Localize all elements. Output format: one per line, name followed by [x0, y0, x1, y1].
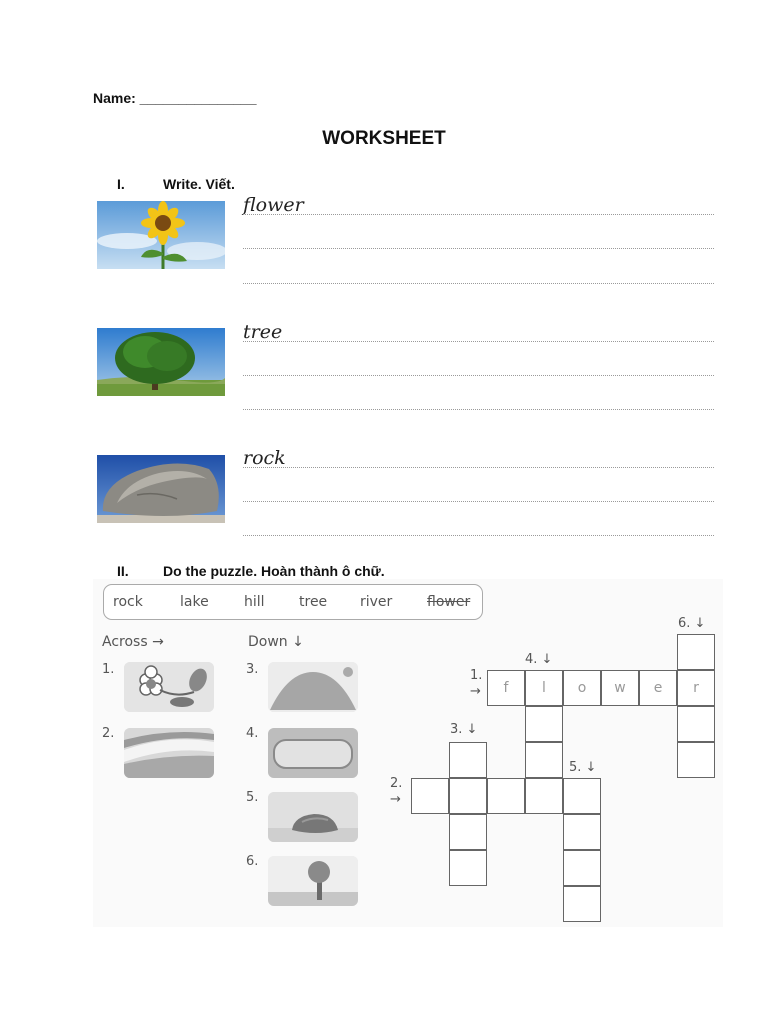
crossword-cell[interactable]: e — [639, 670, 677, 706]
write-line[interactable] — [243, 501, 714, 502]
crossword-cell[interactable] — [563, 886, 601, 922]
grid-label-6: 6. ↓ — [678, 616, 706, 631]
crossword-cell[interactable] — [449, 814, 487, 850]
word-bank-item: tree — [299, 594, 328, 610]
down-heading: Down ↓ — [248, 634, 304, 650]
write-line[interactable] — [243, 283, 714, 284]
write-word-1: flower — [243, 194, 304, 216]
crossword-cell[interactable] — [449, 850, 487, 886]
crossword-cell[interactable]: o — [563, 670, 601, 706]
crossword-cell[interactable] — [525, 742, 563, 778]
word-bank — [103, 584, 483, 620]
crossword-cell[interactable]: r — [677, 670, 715, 706]
grid-label-1: 1. — [470, 668, 483, 683]
crossword-cell[interactable] — [677, 706, 715, 742]
grid-arrow-2: → — [390, 792, 401, 807]
page-title: WORKSHEET — [322, 128, 446, 149]
crossword-cell[interactable]: w — [601, 670, 639, 706]
crossword-cell[interactable] — [677, 634, 715, 670]
tree-icon — [268, 856, 358, 906]
grid-arrow-1: → — [470, 684, 481, 699]
rock-image — [97, 455, 225, 523]
crossword-cell[interactable] — [677, 742, 715, 778]
section-2-heading: Do the puzzle. Hoàn thành ô chữ. — [163, 563, 385, 579]
word-bank-item-crossed: flower — [427, 594, 471, 610]
section-1-heading: Write. Viết. — [163, 176, 235, 192]
crossword-cell[interactable] — [449, 778, 487, 814]
grid-label-5: 5. ↓ — [569, 760, 597, 775]
grid-label-4: 4. ↓ — [525, 652, 553, 667]
write-line[interactable] — [243, 248, 714, 249]
crossword-cell[interactable] — [563, 778, 601, 814]
grid-label-3: 3. ↓ — [450, 722, 478, 737]
word-bank-item: lake — [180, 594, 209, 610]
down-clue-number: 4. — [246, 726, 259, 741]
crossword-cell[interactable] — [563, 850, 601, 886]
word-bank-item: hill — [244, 594, 265, 610]
crossword-cell[interactable] — [449, 742, 487, 778]
write-line[interactable] — [243, 375, 714, 376]
section-1-number: I. — [117, 176, 125, 192]
across-clue-number: 2. — [102, 726, 115, 741]
grid-label-2: 2. — [390, 776, 403, 791]
sunflower-image — [97, 201, 225, 269]
down-clue-number: 5. — [246, 790, 259, 805]
write-line[interactable] — [243, 341, 714, 342]
write-line[interactable] — [243, 467, 714, 468]
crossword-cell[interactable] — [563, 814, 601, 850]
crossword-cell[interactable] — [411, 778, 449, 814]
rock-icon — [268, 792, 358, 842]
flower-icon — [124, 662, 214, 712]
down-clue-number: 3. — [246, 662, 259, 677]
crossword-cell[interactable] — [525, 706, 563, 742]
across-clue-number: 1. — [102, 662, 115, 677]
river-icon — [124, 728, 214, 778]
word-bank-item: rock — [113, 594, 143, 610]
write-line[interactable] — [243, 214, 714, 215]
crossword-cell[interactable]: l — [525, 670, 563, 706]
write-line[interactable] — [243, 409, 714, 410]
word-bank-item: river — [360, 594, 393, 610]
crossword-cell[interactable] — [487, 778, 525, 814]
crossword-cell[interactable] — [525, 778, 563, 814]
down-clue-number: 6. — [246, 854, 259, 869]
name-label: Name: _______________ — [93, 90, 257, 106]
lake-icon — [268, 728, 358, 778]
tree-image — [97, 328, 225, 396]
write-line[interactable] — [243, 535, 714, 536]
write-word-3: rock — [243, 447, 286, 469]
write-word-2: tree — [243, 321, 283, 343]
across-heading: Across → — [102, 634, 164, 650]
hill-icon — [268, 662, 358, 712]
section-2-number: II. — [117, 563, 129, 579]
crossword-cell[interactable]: f — [487, 670, 525, 706]
